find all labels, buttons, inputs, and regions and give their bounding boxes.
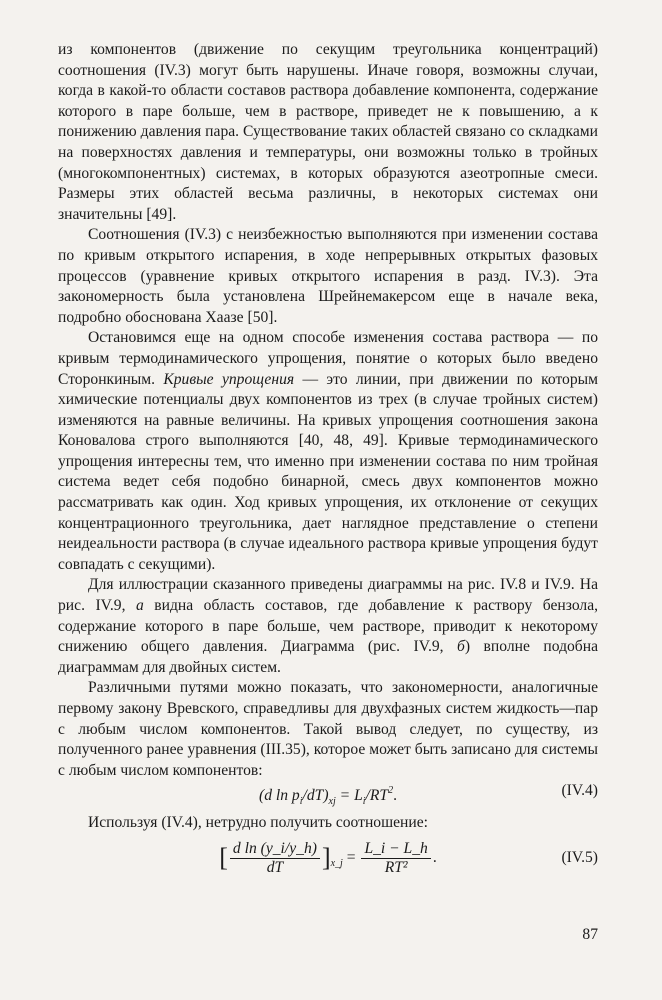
term-a: а: [135, 597, 144, 615]
paragraph-3-after: — это линии, при движении по которым химические потенциалы двух компонентов из трех (в случае тройных систем) изменяются на равные величины. На кривых упрощения соотношения закона Коновалова строго выполняются [40, 48, 49]. Кривые термодинамического упрощения интересны тем, что именно при изменении состава по ним тройная система ведет себя подобно бинарной, смесь двух компонентов можно рассматривать как один. Ход кривых упрощения, их отклонение от секущих концентрационного треугольника, дает наглядное представление о степени неидеальности раствора (в случае идеального раствора кривые упрощения будут совпадать с секущими).: [58, 370, 598, 573]
paragraph-1: из компонентов (движение по секущим треугольника концентраций) соотношения (IV.3) могут быть нарушены. Иначе говоря, возможны случаи, когда в какой-то области составов раствора добавление компонента, содержание которого в паре больше, чем в растворе, приведет не к повышению, а к понижению давления пара. Существование таких областей связано со складками на поверхностях давления и температуры, они возможны только в тройных (многокомпонентных) системах, в которых образуются азеотропные смеси. Размеры этих областей весьма различны, в некоторых системах они значительны [49].: [58, 41, 598, 223]
paragraph-3-before: Остановимся еще на одном способе изменения состава раствора — по кривым термодинамического упрощения, понятие о которых было введено Сторонкиным.: [58, 329, 598, 388]
paragraph-4-before: Для иллюстрации сказанного приведены диаграммы на рис. IV.8 и IV.9. На рис. IV.9,: [58, 576, 598, 615]
term-b: б: [457, 638, 465, 656]
equation-number-iv5: (IV.5): [561, 848, 598, 866]
equation-iv4: [58, 781, 598, 813]
fraction-heats: $\frac{L\_i - L\_h}{\text{RT²}}$: [361, 840, 430, 877]
formula-iv4: (d $\ln p_i/dT)_{xj} = L_i/RT^2$.: [259, 785, 397, 808]
paragraph-2: Соотношения (IV.3) с неизбежностью выполняются при изменении состава по кривым открытого испарения, в ходе непрерывных открытых фазовых процессов (уравнение кривых открытого испарения в разд. IV.3). Эта закономерность была установлена Шрейнемакерсом еще в начале века, подробно обоснована Хаазе [50].: [58, 226, 598, 326]
page-number: 87: [582, 926, 598, 943]
paragraph-4: [58, 575, 598, 678]
equation-iv5: [58, 834, 598, 886]
equation-number-iv4: (IV.4): [561, 782, 598, 800]
page-body: [58, 40, 598, 886]
bracket-open: [: [219, 843, 228, 873]
paragraph-5: Различными путями можно показать, что закономерности, аналогичные первому закону Вревского, справедливы для двухфазных систем жидкость—пар с любым числом компонентов. Такой вывод следует, по существу, из полученного ранее уравнения (III.35), которое может быть записано для системы с любым числом компонентов:: [58, 679, 598, 779]
fraction-derivative: $\frac{\text{d ln (y\_i/y\_h)}}{dT}$: [230, 840, 320, 877]
paragraph-4-middle: видна область составов, где добавление к раствору бензола, содержание которого в паре больше, чем растворе, приводит к некоторому снижению общего давления. Диаграмма (рис. IV.9,: [58, 597, 599, 656]
paragraph-3: [58, 328, 598, 575]
paragraph-6: Используя (IV.4), нетрудно получить соотношение:: [88, 814, 428, 832]
bracket-close: ]: [321, 843, 331, 873]
formula-iv5: [ $\frac{\text{d ln (y\_i/y\_h)}}{dT}$ ]$_{x\_j}$ = $\frac{L\_i - L\_h}{\text{RT²}}$ .: [219, 839, 437, 876]
term-curves: Кривые упрощения: [163, 370, 295, 388]
paragraph-4-after: ) вполне подобна диаграммам для двойных систем.: [58, 638, 598, 676]
